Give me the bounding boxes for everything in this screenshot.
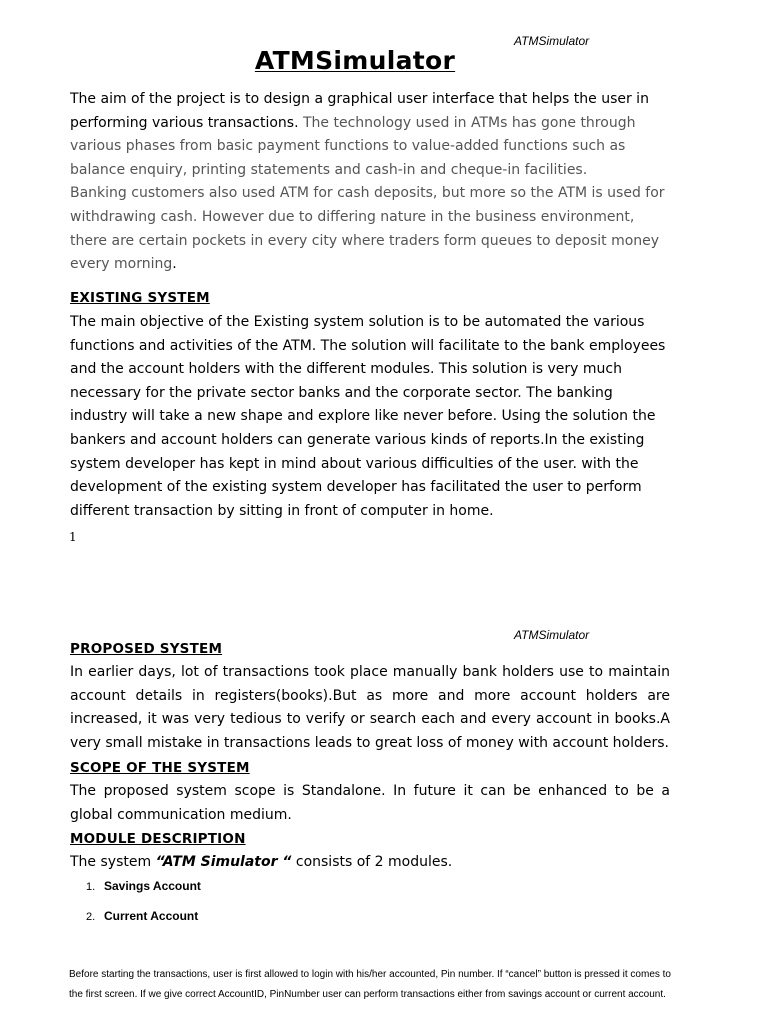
list-item-number: 2. [86,910,96,923]
module-intro [70,851,670,875]
intro-text-gray-2: Banking customers also used ATM for cash deposits, but more so the ATM is used for withdrawing cash. However due to differing nature in the business environment, there are certain pockets in every city where traders form queues to deposit money every morning [70,185,665,273]
login-note: Before starting the transactions, user is first allowed to login with his/her accounted, Pin number. If “cancel” button is pressed it comes to the first screen. If we give correct AccountID, PinNumber user can perform transactions either from savings account or current account. [69,969,671,1000]
existing-system-body: The main objective of the Existing system solution is to be automated the various functions and activities of the ATM. The solution will facilitate to the bank employees and the account holders with the different modules. This solution is very much necessary for the private sector banks and the corporate sector. The banking industry will take a new shape and explore like never before. Using the solution the bankers and account holders can generate various kinds of reports.In the existing system developer has kept in mind about various difficulties of the user. with the development of the existing system developer has facilitated the user to perform different transaction by sitting in front of computer in home. [70,314,666,519]
intro-period: . [172,256,177,273]
scope-heading: SCOPE OF THE SYSTEM [70,760,250,776]
module-intro-emphasis: “ATM Simulator “ [155,854,292,870]
list-item-number: 1. [86,881,96,893]
list-item [86,879,201,909]
module-description-heading: MODULE DESCRIPTION [70,831,246,847]
existing-system-heading: EXISTING SYSTEM [70,290,210,306]
running-header-2: ATMSimulator [514,628,590,642]
page-number: 1 [69,530,77,544]
intro-paragraph [70,88,670,277]
proposed-system-body: In earlier days, lot of transactions took place manually bank holders use to maintain account details in registers(books).But as more and more account holders are increased, it was very tedious to verify or search each and every account in books.A very small mistake in transactions leads to great loss of money with account holders. [70,664,670,751]
proposed-system-heading: PROPOSED SYSTEM [70,641,223,657]
module-list [86,879,201,938]
scope-body: The proposed system scope is Standalone. In future it can be enhanced to be a global communication medium. [70,783,670,823]
module-intro-before: The system [70,854,156,870]
list-item [86,909,201,939]
list-item-label: Savings Account [104,879,201,893]
list-item-label: Current Account [104,908,199,923]
module-intro-after: consists of 2 modules. [291,854,453,870]
intro-text-gray: The technology used in ATMs has gone through various phases from basic payment functions to value-added functions such as balance enquiry, printing statements and cash-in and cheque-in facilities. [70,114,636,178]
running-header: ATMSimulator [514,34,590,48]
document-title: ATMSimulator [254,46,456,75]
intro-text-dark: The aim of the project is to design a graphical user interface that helps the user in performing various transactions. [70,91,649,131]
